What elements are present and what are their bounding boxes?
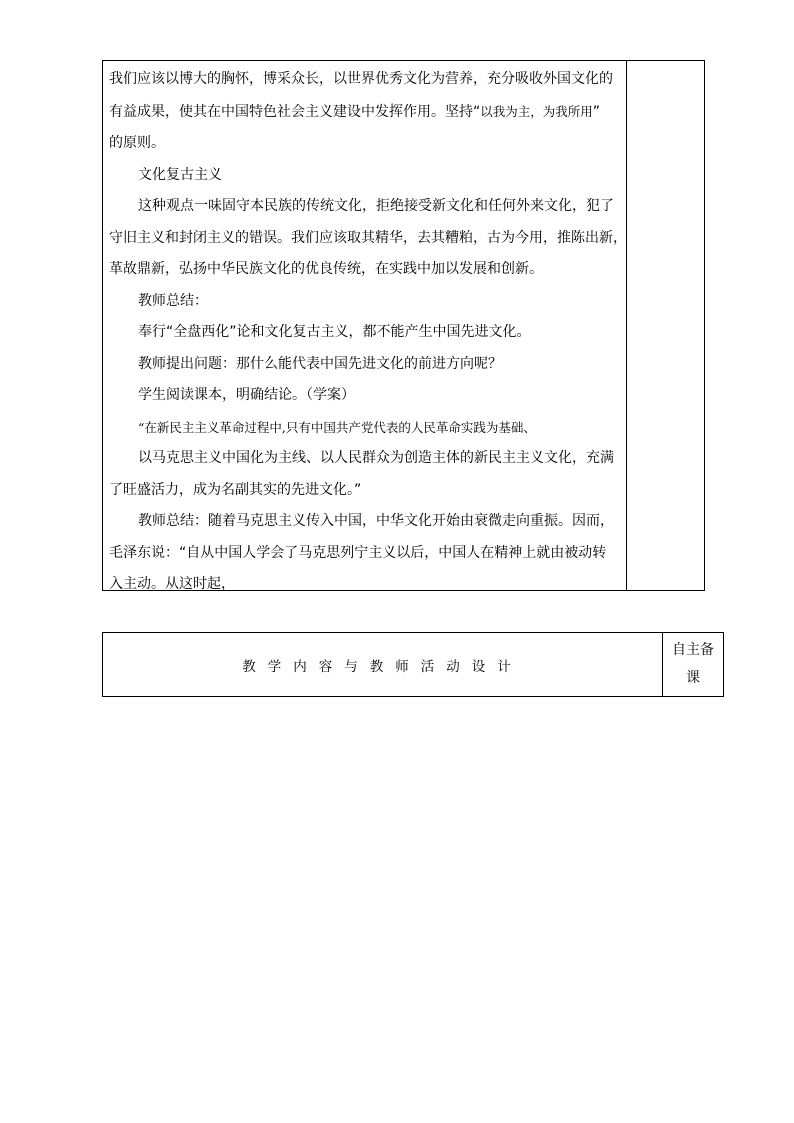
content-line: 教师总结： [138, 292, 208, 309]
content-line: 守旧主义和封闭主义的错误。我们应该取其精华，去其糟粕，古为今用，推陈出新， [109, 229, 627, 246]
content-line: 奉行“全盘西化”论和文化复古主义，都不能产生中国先进文化。 [138, 324, 531, 340]
inline-quote: 以我为主，为我所用 [480, 103, 593, 119]
header-title: 教学内容与教师活动设计 [242, 658, 523, 675]
content-line: 我们应该以博大的胸怀，博采众长，以世界优秀文化为营养，充分吸收外国文化的 [109, 71, 613, 87]
content-line: 教师提出问题：那什么能代表中国先进文化的前进方向呢？ [138, 355, 502, 372]
side-label-line: 自主备 [672, 642, 714, 658]
content-line: 革故鼎新，弘扬中华民族文化的优良传统，在实践中加以发展和创新。 [109, 261, 543, 277]
content-line: 了旺盛活力，成为名副其实的先进文化。” [109, 481, 362, 498]
content-line: 教师总结：随着马克思主义传入中国，中华文化开始由衰微走向重振。因而， [138, 513, 614, 529]
content-line: 有益成果，使其在中国特色社会主义建设中发挥作用。坚持“以我为主，为我所用” [109, 103, 601, 120]
content-line: 毛泽东说：“自从中国人学会了马克思列宁主义以后，中国人在精神上就由被动转 [109, 544, 607, 561]
header-table [102, 632, 724, 697]
lesson-content [109, 64, 627, 601]
section-heading: 文化复古主义 [138, 166, 222, 183]
content-line: 这种观点一味固守本民族的传统文化，拒绝接受新文化和任何外来文化，犯了 [138, 198, 614, 214]
content-line: 的原则。 [109, 135, 165, 151]
column-divider [626, 61, 627, 590]
lesson-content-table [102, 60, 705, 591]
content-line: 以马克思主义中国化为主线、以人民群众为创造主体的新民主主义文化，充满 [138, 450, 614, 466]
content-line: 学生阅读课本，明确结论。（学案） [138, 387, 355, 403]
quote-line: “在新民主主义革命过程中,只有中国共产党代表的人民革命实践为基础、 [138, 419, 536, 435]
content-line-text: 有益成果，使其在中国特色社会主义建设中发挥作用。坚持 [109, 103, 473, 120]
content-line: 入主动。从这时起， [109, 576, 235, 592]
side-label [663, 633, 723, 696]
side-label-line: 课 [686, 670, 700, 686]
